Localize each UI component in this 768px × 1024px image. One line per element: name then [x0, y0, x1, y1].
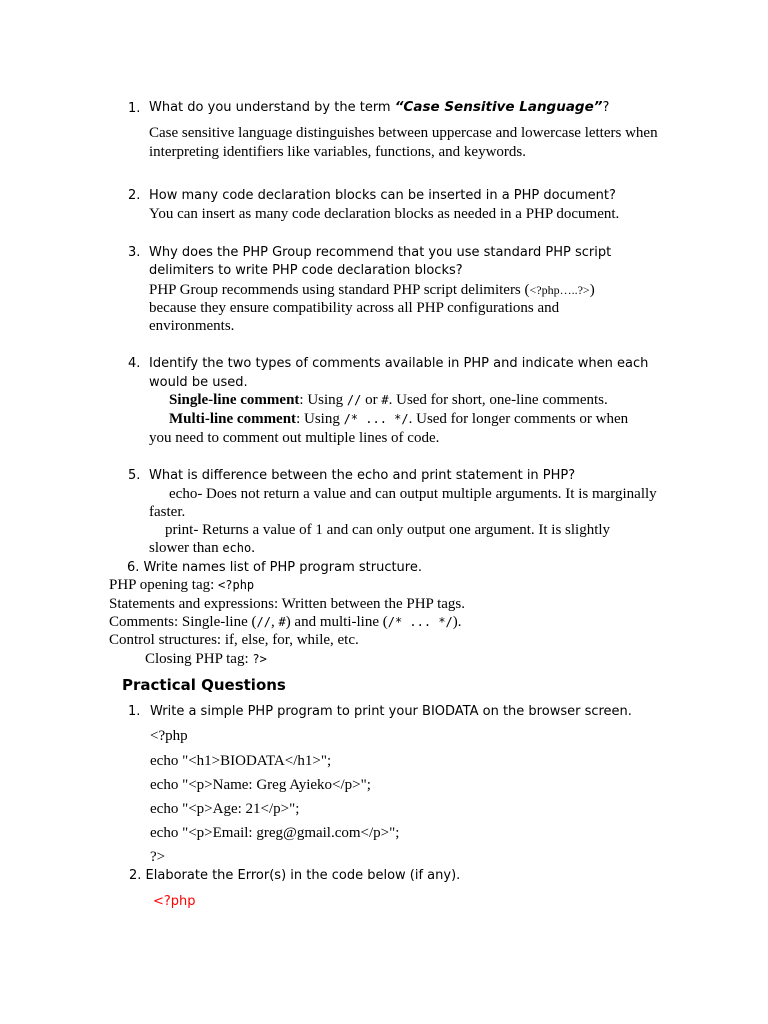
q3-question-line-2: delimiters to write PHP code declaration blocks? [149, 263, 463, 278]
q5-print-line-2 [149, 540, 255, 557]
q5-echo-line-2: faster. [149, 504, 186, 520]
q4-question-line-2: would be used. [149, 375, 248, 390]
q3-answer-text: PHP Group recommends using standard PHP script delimiters ( [149, 282, 530, 298]
q3-answer-delimiters: <?php…..?> [529, 283, 590, 297]
q5-print-text: slower than [149, 540, 223, 556]
p2-code-line: <?php [153, 894, 196, 909]
q3-answer-line-1 [149, 282, 595, 299]
q2-number: 2. [128, 188, 141, 203]
q6-closing-text: Closing PHP tag: [145, 651, 253, 667]
q4-question-line-1: Identify the two types of comments available in PHP and indicate when each [149, 356, 649, 371]
q6-opening-text: PHP opening tag: [109, 577, 219, 593]
q5-print-period: . [251, 540, 255, 556]
q6-question: 6. Write names list of PHP program structure. [127, 560, 422, 575]
q4-single-label: Single-line comment [169, 392, 300, 408]
q6-closing-code: ?> [252, 652, 267, 666]
q4-multi-line-2: you need to comment out multiple lines of code. [149, 430, 440, 446]
q5-print-line-1: print- Returns a value of 1 and can only output one argument. It is slightly [165, 522, 611, 538]
p1-code-line: echo "<h1>BIODATA</h1>"; [150, 753, 332, 769]
q2-question: How many code declaration blocks can be inserted in a PHP document? [149, 188, 616, 203]
q4-multi-text-b: . Used for longer comments or when [408, 411, 629, 427]
q3-answer-close: ) [589, 282, 595, 298]
q5-number: 5. [128, 468, 141, 483]
q3-number: 3. [128, 245, 141, 260]
p1-number: 1. [128, 704, 141, 719]
q1-prefix: What do you understand by the term [149, 100, 395, 115]
q6-comments-code-1: // [256, 615, 271, 629]
q4-single-code-1: // [346, 393, 362, 407]
q6-comments-d: ). [452, 614, 462, 630]
q4-multi-line [169, 411, 628, 428]
q4-multi-label: Multi-line comment [169, 411, 297, 427]
q4-single-code-2: # [381, 393, 389, 407]
q6-comments [109, 614, 462, 631]
q1-answer-line-2: interpreting identifiers like variables, functions, and keywords. [149, 144, 526, 160]
p1-code-line: echo "<p>Name: Greg Ayieko</p>"; [150, 777, 371, 793]
q3-answer-line-3: environments. [149, 318, 235, 334]
q4-single-line [169, 392, 608, 409]
q1-number: 1. [128, 101, 141, 116]
q6-comments-b: , [270, 614, 279, 630]
q5-question: What is difference between the echo and print statement in PHP? [149, 468, 576, 483]
p1-code-line: echo "<p>Age: 21</p>"; [150, 801, 300, 817]
p1-question: Write a simple PHP program to print your BIODATA on the browser screen. [150, 704, 632, 719]
q6-comments-code-2: # [278, 615, 286, 629]
q4-single-text-a: : Using [299, 392, 347, 408]
q6-closing-tag [145, 651, 267, 668]
q6-opening-code: <?php [218, 578, 255, 592]
q1-answer-line-1: Case sensitive language distinguishes between uppercase and lowercase letters when [149, 125, 658, 141]
q6-statements: Statements and expressions: Written between the PHP tags. [109, 596, 466, 612]
q5-echo-line-1: echo- Does not return a value and can output multiple arguments. It is marginally [169, 486, 657, 502]
q4-multi-text-a: : Using [296, 411, 344, 427]
q4-single-text-c: . Used for short, one-line comments. [388, 392, 608, 408]
q6-opening-tag [109, 577, 254, 594]
q1-question [149, 99, 609, 115]
p1-code-line: ?> [150, 849, 166, 865]
q5-print-code: echo [222, 541, 252, 555]
q3-question-line-1: Why does the PHP Group recommend that you use standard PHP script [149, 245, 612, 260]
q4-single-text-b: or [361, 392, 382, 408]
q3-answer-line-2: because they ensure compatibility across all PHP configurations and [149, 300, 560, 316]
practical-heading: Practical Questions [122, 676, 286, 694]
q1-suffix: ? [602, 100, 610, 115]
p1-code-line: echo "<p>Email: greg@gmail.com</p>"; [150, 825, 400, 841]
q6-control-structures: Control structures: if, else, for, while, etc. [109, 632, 359, 648]
q4-number: 4. [128, 356, 141, 371]
p2-question: 2. Elaborate the Error(s) in the code below (if any). [129, 868, 461, 883]
p1-code-line: <?php [150, 728, 188, 744]
q6-comments-a: Comments: Single-line ( [109, 614, 257, 630]
q6-comments-c: ) and multi-line ( [285, 614, 388, 630]
q2-answer: You can insert as many code declaration blocks as needed in a PHP document. [149, 206, 620, 222]
q4-multi-code: /* ... */ [343, 412, 409, 426]
q1-term: “Case Sensitive Language” [394, 99, 603, 115]
q6-comments-code-3: /* ... */ [387, 615, 453, 629]
